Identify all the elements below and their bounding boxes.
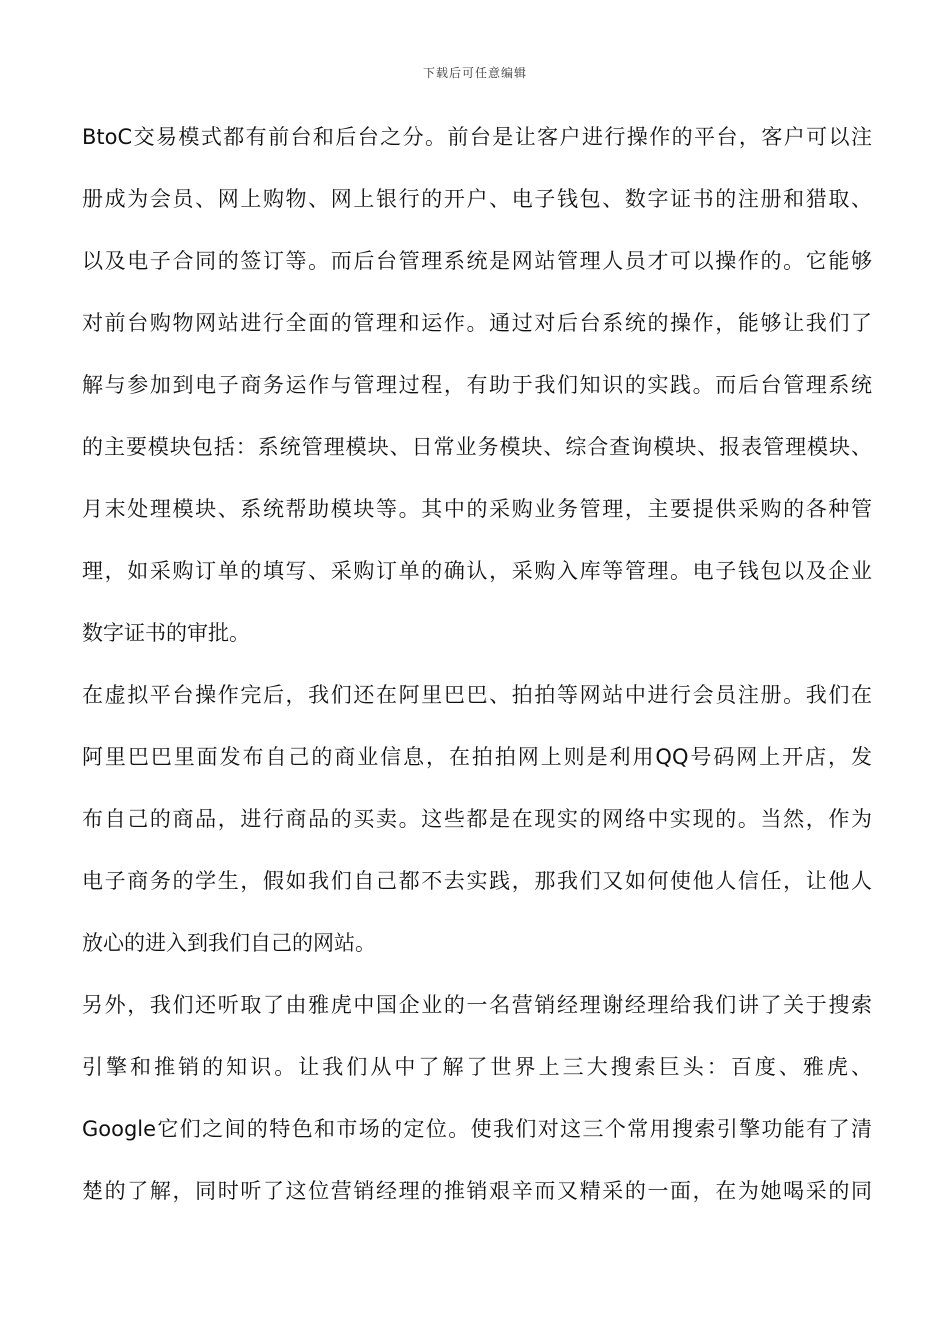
text-line: 放心的进入到我们自己的网站。 — [82, 931, 376, 955]
text-line: 布自己的商品，进行商品的买卖。这些都是在现实的网络中实现的。当然，作为 — [82, 807, 872, 831]
text-line: 解与参加到电子商务运作与管理过程，有助于我们知识的实践。而后台管理系统 — [82, 373, 872, 397]
paragraph-3 — [82, 985, 872, 1233]
text-line: 以及电子合同的签订等。而后台管理系统是网站管理人员才可以操作的。它能够 — [82, 249, 872, 273]
text-line: 理，如采购订单的填写、采购订单的确认，采购入库等管理。电子钱包以及企业 — [82, 559, 872, 583]
text-line: 月末处理模块、系统帮助模块等。其中的采购业务管理，主要提供采购的各种管 — [82, 497, 872, 521]
document-body — [82, 117, 872, 1233]
text-line: 电子商务的学生，假如我们自己都不去实践，那我们又如何使他人信任，让他人 — [82, 869, 872, 893]
text-line: 另外，我们还听取了由雅虎中国企业的一名营销经理谢经理给我们讲了关于搜索 — [82, 993, 872, 1017]
text-line: 在虚拟平台操作完后，我们还在阿里巴巴、拍拍等网站中进行会员注册。我们在 — [82, 683, 872, 707]
text-line: 楚的了解，同时听了这位营销经理的推销艰辛而又精采的一面，在为她喝采的同 — [82, 1179, 872, 1203]
text-line: 对前台购物网站进行全面的管理和运作。通过对后台系统的操作，能够让我们了 — [82, 311, 872, 335]
paragraph-1 — [82, 117, 872, 675]
text-line: 的主要模块包括：系统管理模块、日常业务模块、综合查询模块、报表管理模块、 — [82, 435, 872, 459]
text-line: Google它们之间的特色和市场的定位。使我们对这三个常用搜索引擎功能有了清 — [82, 1117, 872, 1141]
page-header: 下载后可任意编辑 — [422, 66, 527, 80]
text-line: BtoC交易模式都有前台和后台之分。前台是让客户进行操作的平台，客户可以注 — [82, 125, 872, 149]
text-line: 引擎和推销的知识。让我们从中了解了世界上三大搜索巨头：百度、雅虎、 — [82, 1055, 872, 1079]
text-line: 册成为会员、网上购物、网上银行的开户、电子钱包、数字证书的注册和猎取、 — [82, 187, 872, 211]
text-line: 阿里巴巴里面发布自己的商业信息，在拍拍网上则是利用QQ号码网上开店，发 — [82, 745, 872, 769]
text-line: 数字证书的审批。 — [82, 621, 250, 645]
paragraph-2 — [82, 675, 872, 985]
